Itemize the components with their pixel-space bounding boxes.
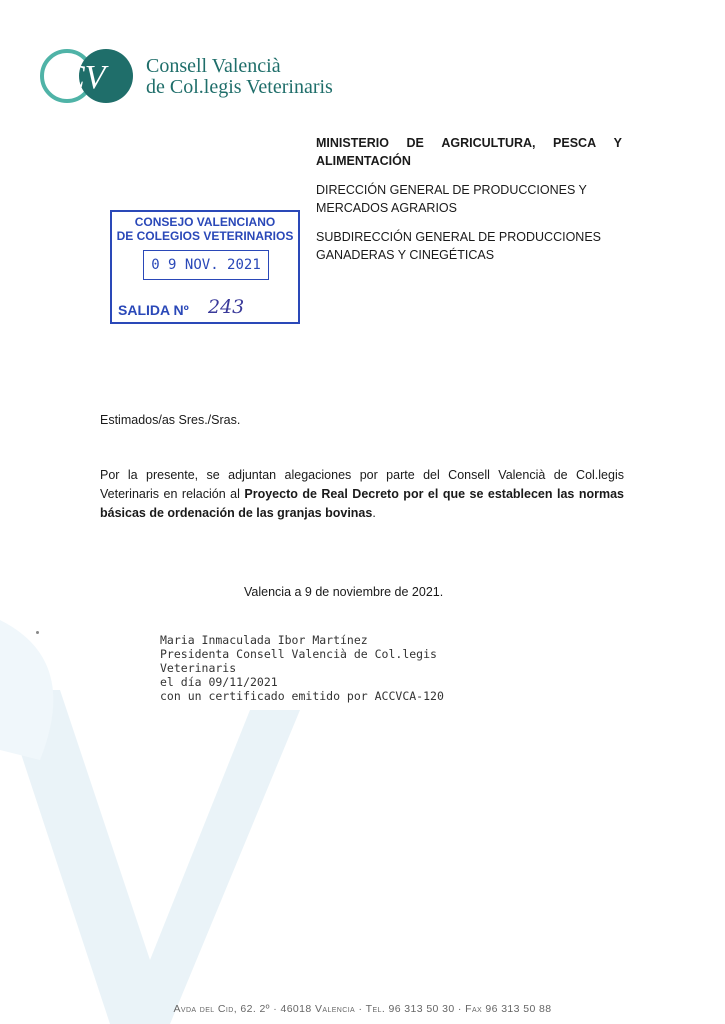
signer-role: Presidenta Consell Valencià de Col.legis	[160, 647, 437, 661]
footer-tel: Tel. 96 313 50 30	[365, 1003, 455, 1015]
ministry-line2: ALIMENTACIÓN	[316, 154, 411, 168]
signature-date: el día 09/11/2021	[160, 675, 278, 689]
org-name-line2: de Col.legis Veterinaris	[146, 76, 333, 98]
org-name	[146, 56, 333, 98]
subdirectorate: SUBDIRECCIÓN GENERAL DE PRODUCCIONES GANADERAS Y CINEGÉTICAS	[316, 230, 601, 262]
stamp-number: 243	[208, 296, 245, 318]
footer-fax: Fax 96 313 50 88	[465, 1003, 552, 1015]
recipient-block	[316, 134, 622, 275]
scan-speck	[36, 631, 39, 634]
logo-mark-icon	[40, 44, 138, 108]
digital-signature	[160, 633, 444, 703]
intro-paragraph: Por la presente, se adjuntan alegaciones por parte del Consell Valencià de Col.legis Veterinaris en relación al Proyecto de Real Decreto por el que se establecen las normas básicas de ordenación de las granjas bovinas.	[100, 468, 625, 520]
stamp-title: CONSEJO VALENCIANO DE COLEGIOS VETERINARIOS	[116, 215, 294, 243]
place-date: Valencia a 9 de noviembre de 2021.	[244, 585, 444, 599]
stamp-date: 0 9 NOV. 2021	[143, 250, 269, 280]
ministry-line1: MINISTERIO DE AGRICULTURA, PESCA Y	[316, 136, 622, 150]
logo-letters: CV	[62, 59, 106, 96]
footer-contact: Avda del Cid, 62. 2º · 46018 Valencia · Tel. 96 313 50 30 · Fax 96 313 50 88	[173, 1003, 552, 1015]
exit-stamp	[110, 210, 300, 324]
decree-title: Proyecto de Real Decreto por el que se establecen las normas básicas de ordenación de las granjas bovinas	[100, 487, 625, 520]
ministry-name	[316, 134, 622, 170]
footer-address: Avda del Cid, 62. 2º · 46018 Valencia	[173, 1003, 356, 1015]
certificate-issuer: con un certificado emitido por ACCVCA-120	[160, 689, 444, 703]
logo	[40, 44, 340, 108]
stamp-salida-label: SALIDA Nº	[118, 302, 189, 318]
directorate: DIRECCIÓN GENERAL DE PRODUCCIONES Y MERCADOS AGRARIOS	[316, 183, 587, 215]
signer-name: Maria Inmaculada Ibor Martínez	[160, 633, 368, 647]
org-name-line1: Consell Valencià	[146, 55, 281, 77]
greeting: Estimados/as Sres./Sras.	[100, 413, 241, 427]
signer-role-cont: Veterinaris	[160, 661, 237, 675]
